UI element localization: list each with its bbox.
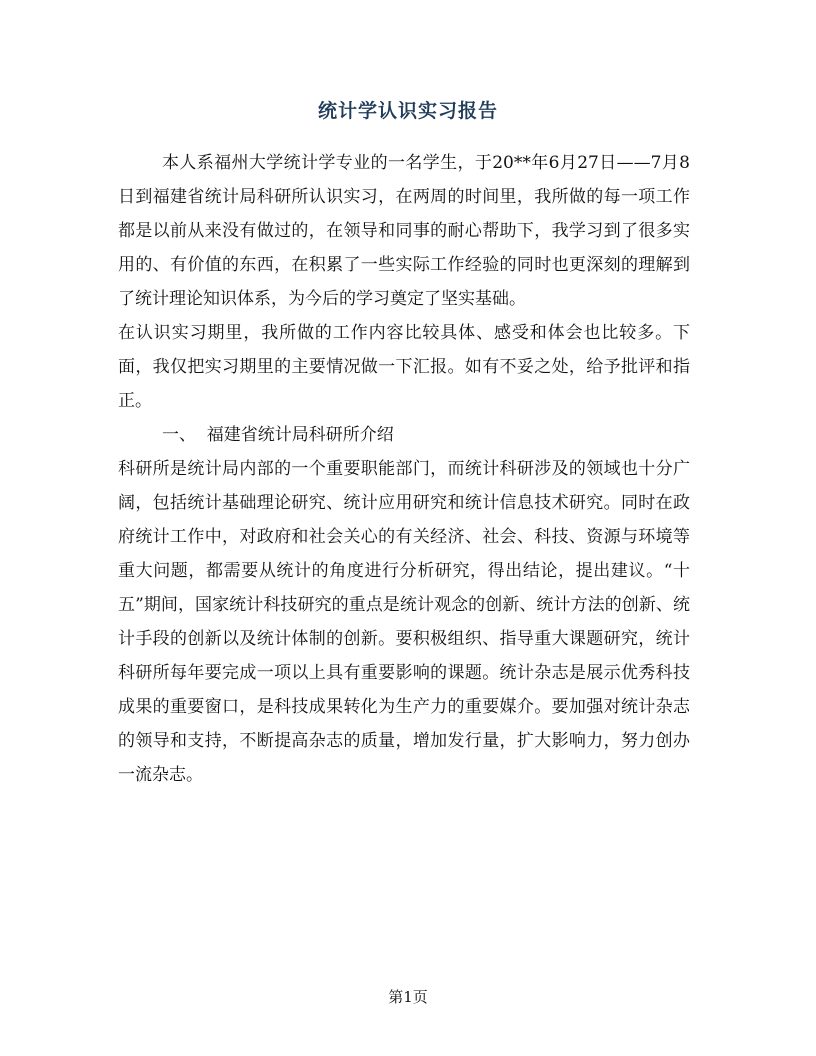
intro-paragraph: 本人系福州大学统计学专业的一名学生，于20**年6月27日——7月8日到福建省统计局科研所认识实习，在两周的时间里，我所做的每一项工作都是以前从来没有做过的，在领导和同事的耐心帮助下，我学习到了很多实用的、有价值的东西，在积累了一些实际工作经验的同时也更深刻的理解到了统计理论知识体系，为今后的学习奠定了坚实基础。	[118, 153, 690, 309]
summary-paragraph: 在认识实习期里，我所做的工作内容比较具体、感受和体会也比较多。下面，我仅把实习期里的主要情况做一下汇报。如有不妥之处，给予批评和指正。	[118, 323, 690, 411]
section-body-paragraph: 科研所是统计局内部的一个重要职能部门，而统计科研涉及的领域也十分广阔，包括统计基础理论研究、统计应用研究和统计信息技术研究。同时在政府统计工作中，对政府和社会关心的有关经济、社会、科技、资源与环境等重大问题，都需要从统计的角度进行分析研究，得出结论，提出建议。“十五”期间，国家统计科技研究的重点是统计观念的创新、统计方法的创新、统计手段的创新以及统计体制的创新。要积极组织、指导重大课题研究，统计科研所每年要完成一项以上具有重要影响的课题。统计杂志是展示优秀科技成果的重要窗口，是科技成果转化为生产力的重要媒介。要加强对统计杂志的领导和支持，不断提高杂志的质量，增加发行量，扩大影响力，努力创办一流杂志。	[118, 459, 690, 785]
document-body	[118, 146, 690, 792]
section-heading: 一、 福建省统计局科研所介绍	[162, 425, 394, 445]
page-number: 第1页	[388, 988, 428, 1006]
document-title: 统计学认识实习报告	[317, 100, 498, 122]
